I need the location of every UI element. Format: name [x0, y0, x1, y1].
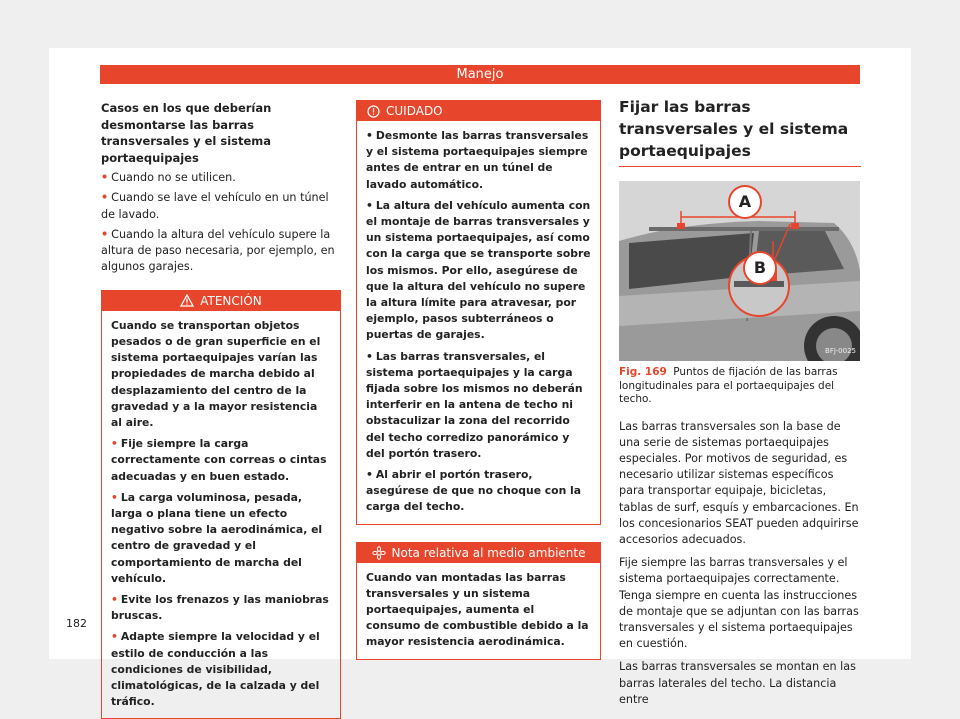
bullet-icon: •: [111, 437, 118, 451]
list-item: • Cuando no se utilicen.: [101, 171, 236, 184]
section-title: Fijar las barras transversales y el sistema portaequipajes: [619, 96, 861, 167]
flower-icon: [372, 546, 386, 560]
bullet-icon: •: [366, 349, 373, 363]
figure-code: BFJ-0025: [825, 346, 856, 355]
figure-caption-text: Puntos de fijación de las barras longitudinales para el portaequipajes del techo.: [619, 366, 838, 405]
list-item: • La carga voluminosa, pesada, larga o plana tiene un efecto negativo sobre la aerodinámica, el centro de gravedad y el comportamiento de marcha del vehículo.: [111, 490, 323, 585]
bullet-icon: •: [111, 490, 118, 504]
figure-number: Fig. 169: [619, 366, 667, 378]
section-heading: Casos en los que deberían desmontarse las barras transversales y el sistema portaequipajes: [101, 101, 272, 165]
atencion-intro: Cuando se transportan objetos pesados o de gran superficie en el sistema portaequipajes varían las propiedades de marcha debido al desplazamiento del centro de la gravedad y a la mayor resistencia al aire.: [111, 318, 321, 429]
environment-text: Cuando van montadas las barras transversales y un sistema portaequipajes, aumenta el consumo de combustible debido a la mayor resistencia aerodinámica.: [366, 570, 589, 649]
chapter-title: Manejo: [456, 67, 504, 82]
list-item: • Adapte siempre la velocidad y el estilo de conducción a las condiciones de visibilidad, climatológicas, de la calzada y del tráfico.: [111, 630, 320, 709]
left-column: [101, 100, 341, 719]
bullet-icon: •: [101, 191, 109, 205]
atencion-body: [102, 311, 340, 719]
callout-a: A: [728, 185, 762, 219]
environment-box: [356, 542, 601, 660]
list-item: • Cuando se lave el vehículo en un túnel de lavado.: [101, 191, 329, 221]
atencion-box: [101, 290, 341, 719]
list-item: • Evite los frenazos y las maniobras bruscas.: [111, 593, 329, 623]
cuidado-header: [357, 101, 600, 121]
cuidado-title: CUIDADO: [386, 103, 443, 118]
paragraph: Las barras transversales son la base de una serie de sistemas portaequipajes especiales. Por motivos de seguridad, es necesario utilizar sistemas específicos para transportar equipaje, bicicletas, tablas de surf, esquís y embarcaciones. En los concesionarios SEAT pueden adquirirse accesorios adecuados.: [619, 419, 859, 546]
list-item: • Las barras transversales, el sistema portaequipajes y la carga fijada sobre los mismos no deberán interferir en la antena de techo ni obstaculizar la zona del recorrido del techo corredizo panorámico y del portón trasero.: [366, 349, 583, 460]
bullet-icon: •: [101, 227, 109, 241]
environment-header: [357, 543, 600, 563]
info-circle-icon: [367, 105, 380, 118]
callout-b: B: [743, 251, 777, 285]
figure-roof-rack: [619, 181, 860, 361]
paragraph: Fije siempre las barras transversales y el sistema portaequipajes correctamente. Tenga siempre en cuenta las instrucciones de montaje que se adjuntan con las barras transversales y el sistema portaequipajes en cuestión.: [619, 556, 859, 651]
bullet-icon: •: [101, 171, 109, 184]
cuidado-body: [357, 121, 600, 524]
middle-column: [356, 100, 601, 660]
list-item: • Desmonte las barras transversales y el sistema portaequipajes siempre antes de entrar en un túnel de lavado automático.: [366, 129, 589, 191]
bullet-icon: •: [366, 198, 373, 212]
bullet-icon: •: [366, 468, 373, 482]
figure-caption: [619, 366, 861, 407]
environment-title: Nota relativa al medio ambiente: [391, 545, 586, 560]
chapter-header: [100, 65, 860, 84]
list-item: • La altura del vehículo aumenta con el montaje de barras transversales y un sistema portaequipajes, así como con la carga que se transporte sobre los mismos. Por ello, asegúrese de que la altura del vehículo no supere la altura límite para atravesar, por ejemplo, pasos subterráneos o puertas de garajes.: [366, 198, 591, 342]
environment-body: [357, 563, 600, 659]
list-item: • Fije siempre la carga correctamente con correas o cintas adecuadas y en buen estado.: [111, 437, 327, 483]
atencion-title: ATENCIÓN: [200, 293, 262, 308]
list-item: • Al abrir el portón trasero, asegúrese de que no choque con la carga del techo.: [366, 468, 582, 514]
cuidado-box: [356, 100, 601, 525]
bullet-icon: •: [111, 593, 118, 607]
page-number: 182: [66, 617, 87, 630]
atencion-header: [102, 291, 340, 311]
list-item: • Cuando la altura del vehículo supere la altura de paso necesaria, por ejemplo, en algunos garajes.: [101, 227, 335, 274]
paragraph: Las barras transversales se montan en las barras laterales del techo. La distancia entre: [619, 660, 856, 706]
bullet-icon: •: [366, 129, 373, 142]
warning-triangle-icon: [180, 294, 194, 307]
right-column: [619, 96, 861, 715]
bullet-icon: •: [111, 630, 118, 644]
